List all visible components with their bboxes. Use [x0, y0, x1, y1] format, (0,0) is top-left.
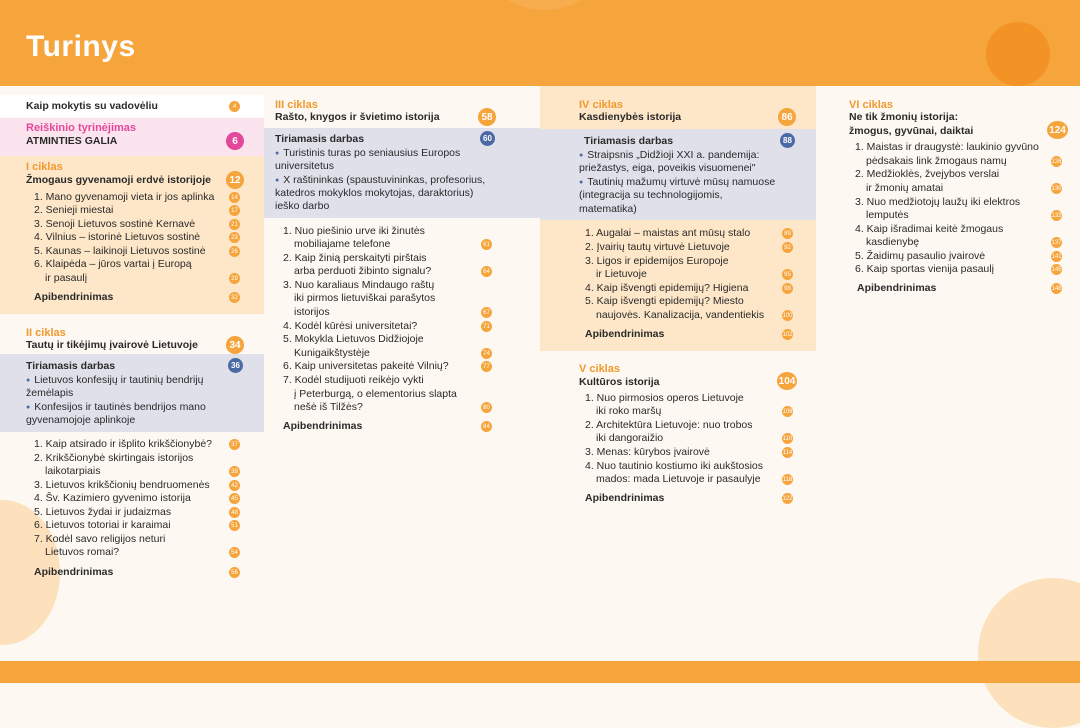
cycle3-title[interactable]: Rašto, knygos ir švietimo istorija	[275, 111, 440, 123]
cycle5-kicker: V ciklas	[579, 363, 620, 375]
toc-item[interactable]: 1. Nuo pirmosios operos Lietuvoje	[585, 392, 744, 404]
toc-item[interactable]: 6. Kaip sportas vienija pasaulį	[855, 263, 994, 275]
toc-item-cont[interactable]: Kunigaikštystėje	[294, 347, 370, 359]
cycle2-kicker: II ciklas	[26, 327, 66, 339]
toc-item-cont[interactable]: ir Lietuvoje	[596, 268, 647, 280]
toc-item[interactable]: 3. Nuo medžiotojų laužų iki elektros	[855, 196, 1021, 208]
toc-item-cont[interactable]: iki roko maršų	[596, 405, 662, 417]
page-number: 114	[782, 447, 793, 458]
cycle3-kicker: III ciklas	[275, 99, 318, 111]
toc-item[interactable]: 4. Kaip išradimai keitė žmogaus	[855, 223, 1004, 235]
page-number: 74	[481, 348, 492, 359]
toc-item[interactable]: 7. Kodėl studijuoti reikėjo vykti	[283, 374, 424, 386]
page-number: 102	[782, 329, 793, 340]
page-number: 106	[782, 406, 793, 417]
toc-item[interactable]: 1. Kaip atsirado ir išplito krikščionybė?	[34, 438, 212, 450]
toc-item-cont[interactable]: laikotarpiais	[45, 465, 101, 477]
toc-item[interactable]: 3. Lietuvos krikščionių bendruomenės	[34, 479, 210, 491]
page-number: 86	[778, 108, 796, 126]
page-number: 89	[782, 228, 793, 239]
page-number: 39	[229, 466, 240, 477]
toc-item-cont[interactable]: ir pasaulį	[45, 272, 88, 284]
page-number: 29	[229, 273, 240, 284]
page-number: 14	[229, 192, 240, 203]
toc-item-cont[interactable]: mobiliajame telefone	[294, 238, 391, 250]
footer-bar	[0, 661, 1080, 683]
toc-item[interactable]: 2. Senieji miestai	[34, 204, 114, 216]
toc-item[interactable]: 4. Vilnius – istorinė Lietuvos sostinė	[34, 231, 201, 243]
cycle2-title[interactable]: Tautų ir tikėjimų įvairovė Lietuvoje	[26, 339, 198, 351]
cycle3-summary[interactable]: Apibendrinimas	[283, 420, 363, 432]
toc-item-cont[interactable]: kasdienybę	[866, 236, 920, 248]
toc-item[interactable]: 3. Senoji Lietuvos sostinė Kernavė	[34, 218, 196, 230]
toc-item[interactable]: 1. Nuo piešinio urve iki žinutės	[283, 225, 425, 237]
toc-item[interactable]: 5. Lietuvos žydai ir judaizmas	[34, 506, 172, 518]
page-number: 12	[226, 171, 244, 189]
page-number: 54	[229, 547, 240, 558]
toc-item-cont[interactable]: iki pirmos lietuviškai parašytos	[294, 292, 436, 304]
page-number: 45	[229, 493, 240, 504]
cycle5-summary[interactable]: Apibendrinimas	[585, 492, 665, 504]
cycle1-kicker: I ciklas	[26, 161, 63, 173]
project-bullet: ● Lietuvos konfesijų ir tautinių bendrijų	[26, 374, 204, 389]
page-number: 17	[229, 205, 240, 216]
toc-item[interactable]: 2. Medžioklės, žvejybos verslai	[855, 168, 1000, 180]
toc-item[interactable]: 2. Architektūra Lietuvoje: nuo trobos	[585, 419, 753, 431]
project-bullet: ● Turistinis turas po seniausius Europos	[275, 147, 460, 162]
page-number: 48	[229, 507, 240, 518]
toc-item[interactable]: 3. Nuo karaliaus Mindaugo raštų	[283, 279, 435, 291]
toc-item[interactable]: 2. Kaip žinią perskaityti pirštais	[283, 252, 427, 264]
page-number: 148	[1051, 283, 1062, 294]
page-number: 104	[777, 372, 797, 390]
toc-item[interactable]: 6. Klaipėda – jūros vartai į Europą	[34, 258, 192, 270]
toc-item[interactable]: 3. Menas: kūrybos įvairovė	[585, 446, 710, 458]
research-title[interactable]: ATMINTIES GALIA	[26, 135, 118, 147]
page-number: 26	[229, 246, 240, 257]
cycle4-title[interactable]: Kasdienybės istorija	[579, 111, 682, 123]
project-bullet-cont: ieško darbo	[275, 200, 330, 212]
page-number: 122	[782, 493, 793, 504]
page-number: 100	[782, 310, 793, 321]
page-number: 80	[481, 402, 492, 413]
page-number: 42	[229, 480, 240, 491]
corner-circle-right	[978, 578, 1080, 728]
cycle4-summary[interactable]: Apibendrinimas	[585, 328, 665, 340]
header-circle-decoration	[986, 22, 1050, 86]
page-number: 71	[481, 321, 492, 332]
toc-item[interactable]: 2. Krikščionybė skirtingais istorijos	[34, 452, 194, 464]
project-bullet: ● X raštininkas (spaustuvininkas, profesorius,	[275, 174, 485, 189]
page-number: 77	[481, 361, 492, 372]
toc-item[interactable]: 4. Šv. Kazimiero gyvenimo istorija	[34, 492, 191, 504]
toc-item-cont[interactable]: į Peterburgą, o elementorius slapta	[294, 388, 457, 400]
toc-item-cont[interactable]: naujovės. Kanalizacija, vandentiekis	[596, 309, 765, 321]
toc-item[interactable]: 4. Nuo tautinio kostiumo iki aukštosios	[585, 460, 764, 472]
page-number: 60	[480, 131, 495, 146]
cycle5-title[interactable]: Kultūros istorija	[579, 376, 660, 388]
toc-item-cont[interactable]: nešė iš Tilžės?	[294, 401, 363, 413]
intro-link[interactable]: Kaip mokytis su vadovėliu	[26, 100, 158, 112]
page-number: 21	[229, 219, 240, 230]
page-number: 4	[229, 101, 240, 112]
page-number: 133	[1051, 210, 1062, 221]
project-bullet-cont: katedros mokyklos mokytojas, daraktorius)	[275, 187, 474, 199]
toc-item[interactable]: 4. Kodėl kūrėsi universitetai?	[283, 320, 418, 332]
project-bullet-cont: universitetus	[275, 160, 334, 172]
toc-item-cont[interactable]: lemputės	[866, 209, 909, 221]
page-number: 124	[1047, 121, 1068, 139]
page-number: 126	[1051, 156, 1062, 167]
toc-item[interactable]: 1. Augalai – maistas ant mūsų stalo	[585, 227, 751, 239]
page-number: 37	[229, 439, 240, 450]
cycle4-kicker: IV ciklas	[579, 99, 624, 111]
cycle2-summary[interactable]: Apibendrinimas	[34, 566, 114, 578]
page-number: 64	[481, 266, 492, 277]
cycle3-project-label[interactable]: Tiriamasis darbas	[275, 133, 365, 145]
page-number: 98	[782, 283, 793, 294]
research-kicker: Reiškinio tyrinėjimas	[26, 122, 137, 134]
project-bullet-cont: priežastys, eiga, poveikis visuomenei"	[579, 162, 756, 174]
toc-item[interactable]: 5. Kaip išvengti epidemijų? Miesto	[585, 295, 744, 307]
toc-item-cont[interactable]: arba perduoti žibinto signalu?	[294, 265, 432, 277]
page-number: 137	[1051, 237, 1062, 248]
page-number: 6	[226, 132, 244, 150]
toc-item[interactable]: 4. Kaip išvengti epidemijų? Higiena	[585, 282, 749, 294]
toc-item[interactable]: 3. Ligos ir epidemijos Europoje	[585, 255, 729, 267]
cycle6-title-cont[interactable]: žmogus, gyvūnai, daiktai	[849, 125, 974, 137]
toc-item-cont[interactable]: ir žmonių amatai	[866, 182, 944, 194]
cycle6-summary[interactable]: Apibendrinimas	[857, 282, 937, 294]
page-number: 110	[782, 433, 793, 444]
toc-item[interactable]: 5. Žaidimų pasaulio įvairovė	[855, 250, 986, 262]
page-number: 32	[229, 292, 240, 303]
project-bullet-cont: (integracija su technologijomis,	[579, 189, 723, 201]
page-number: 84	[481, 421, 492, 432]
page-number: 34	[226, 336, 244, 354]
toc-item-cont[interactable]: pėdsakais link žmogaus namų	[866, 155, 1007, 167]
toc-item[interactable]: 1. Maistas ir draugystė: laukinio gyvūno	[855, 141, 1039, 153]
page-number: 88	[780, 133, 795, 148]
page-number: 95	[782, 269, 793, 280]
toc-item[interactable]: 6. Lietuvos totoriai ir karaimai	[34, 519, 171, 531]
page-number: 67	[481, 307, 492, 318]
project-bullet-cont: žemėlapis	[26, 387, 74, 399]
page-number: 130	[1051, 183, 1062, 194]
page-number: 36	[228, 358, 243, 373]
toc-item[interactable]: 5. Mokykla Lietuvos Didžiojoje	[283, 333, 424, 345]
cycle1-title[interactable]: Žmogaus gyvenamoji erdvė istorijoje	[26, 174, 211, 186]
toc-item-cont[interactable]: mados: mada Lietuvoje ir pasaulyje	[596, 473, 761, 485]
toc-item[interactable]: 2. Įvairių tautų virtuvė Lietuvoje	[585, 241, 730, 253]
page-number: 118	[782, 474, 793, 485]
toc-item-cont[interactable]: iki dangoraižio	[596, 432, 664, 444]
toc-item[interactable]: 5. Kaunas – laikinoji Lietuvos sostinė	[34, 245, 206, 257]
page-number: 145	[1051, 264, 1062, 275]
project-bullet: ● Tautinių mažumų virtuvė mūsų namuose	[579, 176, 775, 191]
cycle6-title[interactable]: Ne tik žmonių istorija:	[849, 111, 959, 123]
cycle1-summary[interactable]: Apibendrinimas	[34, 291, 114, 303]
project-bullet-cont: gyvenamojoje aplinkoje	[26, 414, 136, 426]
page-number: 23	[229, 232, 240, 243]
page-number: 61	[481, 239, 492, 250]
page-number: 58	[478, 108, 496, 126]
cycle4-project-label[interactable]: Tiriamasis darbas	[584, 135, 674, 147]
project-bullet-cont: matematika)	[579, 203, 637, 215]
page-title: Turinys	[26, 30, 136, 63]
cycle2-project-label[interactable]: Tiriamasis darbas	[26, 360, 116, 372]
project-bullet: ● Straipsnis „Didžioji XXI a. pandemija:	[579, 149, 759, 164]
project-bullet: ● Konfesijos ir tautinės bendrijos mano	[26, 401, 206, 416]
toc-item[interactable]: 6. Kaip universitetas pakeitė Vilnių?	[283, 360, 449, 372]
page-number: 56	[229, 567, 240, 578]
toc-item-cont[interactable]: Lietuvos romai?	[45, 546, 120, 558]
toc-item[interactable]: 1. Mano gyvenamoji vieta ir jos aplinka	[34, 191, 215, 203]
toc-item[interactable]: 7. Kodėl savo religijos neturi	[34, 533, 166, 545]
page-number: 141	[1051, 251, 1062, 262]
toc-item-cont[interactable]: istorijos	[294, 306, 330, 318]
page-number: 92	[782, 242, 793, 253]
page-number: 51	[229, 520, 240, 531]
cycle6-kicker: VI ciklas	[849, 99, 894, 111]
